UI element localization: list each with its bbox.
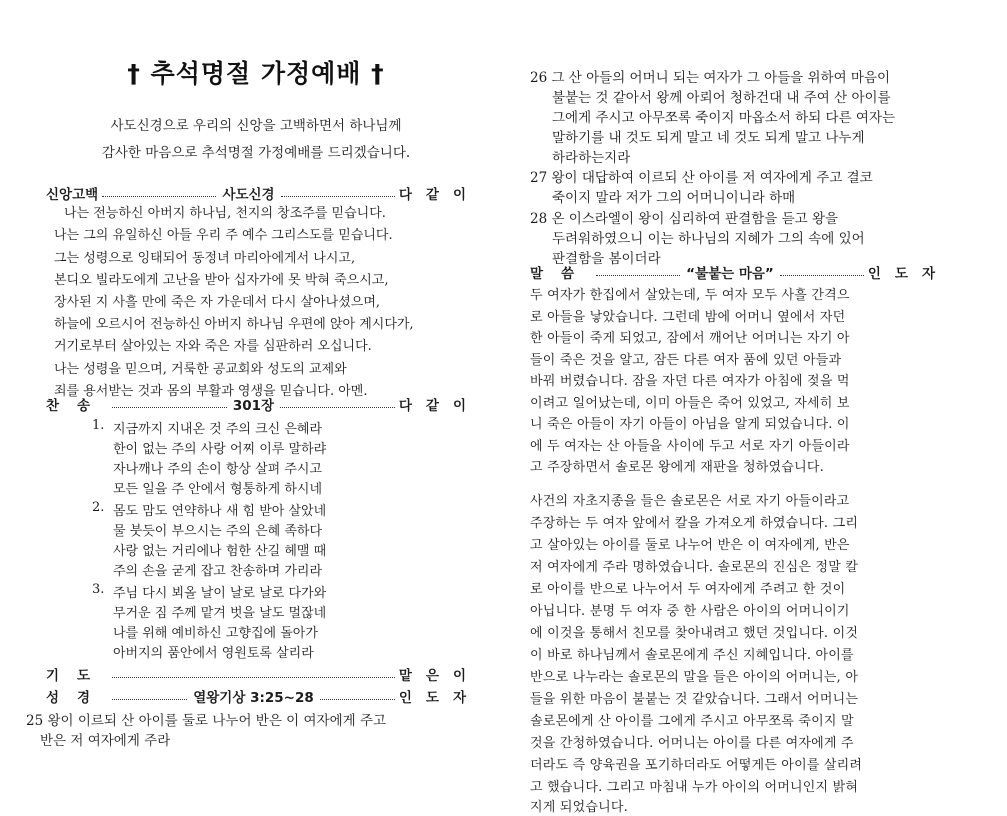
hymn-line: 아버지의 품안에서 영원토록 살리라 <box>113 646 314 661</box>
section-label: 신앙고백 <box>46 187 99 203</box>
hymn-line: 주님 다시 뵈올 날이 날로 날로 다가와 <box>113 586 327 601</box>
bible-verse-line: 25 왕이 이르되 산 아이를 둘로 나누어 반은 이 여자에게 주고 <box>26 713 387 729</box>
hymn-line: 무거운 짐 주께 맡겨 벗을 날도 멀잖네 <box>113 606 327 621</box>
leader-dots <box>102 195 216 197</box>
bible-verse-line: 그에게 주시고 아무쪼록 죽이지 마옵소서 하되 다른 여자는 <box>552 110 896 126</box>
sermon-line: 저 여자에게 주라 명하였습니다. 솔로몬의 진심은 정말 칼 <box>530 560 859 575</box>
creed-line: 장사된 지 사흘 만에 죽은 자 가운데서 다시 살아나셨으며, <box>54 295 381 310</box>
section-label: 찬송 <box>46 398 109 414</box>
creed-line: 나는 성령을 믿으며, 거룩한 공교회와 성도의 교제와 <box>54 362 347 377</box>
section-leader: 인도자 <box>867 266 949 282</box>
creed-line: 본디오 빌라도에게 고난을 받아 십자가에 못 박혀 죽으시고, <box>54 273 389 288</box>
sermon-line: 로 아이를 반으로 나누어서 두 여자에게 주려고 한 것이 <box>530 582 846 597</box>
hymn-line: 모든 일을 주 안에서 형통하게 하시네 <box>113 482 323 497</box>
sermon-line: 한 아들이 죽게 되었고, 잠에서 깨어난 어머니는 자기 아 <box>530 331 850 346</box>
hymn-line: 나를 위해 예비하신 고향집에 돌아가 <box>113 626 318 641</box>
creed-section-header <box>46 183 480 203</box>
section-label: 기도 <box>46 668 109 684</box>
leader-dots <box>112 676 395 678</box>
leader-dots <box>112 406 227 408</box>
leader-dots <box>596 274 680 276</box>
sermon-line: 솔로몬에게 산 아이를 그에게 주시고 아무쪼록 죽이지 말 <box>530 714 854 729</box>
leader-dots <box>320 698 395 700</box>
hymn-section-header <box>46 394 481 414</box>
bible-verse-line: 말하기를 내 것도 되게 말고 네 것도 되게 말고 나누게 <box>552 130 865 146</box>
sermon-line: 이려고 일어났는데, 이미 아들은 죽어 있었고, 자세히 보 <box>530 396 850 411</box>
section-title: 열왕기상 3:25~28 <box>193 690 314 706</box>
creed-line: 하늘에 오르시어 전능하신 아버지 하나님 우편에 앉아 계시다가, <box>54 317 414 332</box>
intro-line: 사도신경으로 우리의 신앙을 고백하면서 하나님께 <box>110 118 402 134</box>
section-label: 성경 <box>46 690 109 706</box>
hymn-line: 자나깨나 주의 손이 항상 살펴 주시고 <box>113 462 323 477</box>
sermon-line: 고 살아있는 아이를 둘로 나누어 반은 이 여자에게, 반은 <box>530 538 850 553</box>
sermon-line: 로 아들을 낳았습니다. 그런데 밤에 어머니 옆에서 자던 <box>530 310 846 325</box>
sermon-line: 들이 죽은 것을 알고, 잠든 다른 여자 품에 있던 아들과 <box>530 353 842 368</box>
bible-verse-line: 하라하는지라 <box>552 150 631 166</box>
sermon-section-header <box>530 262 949 282</box>
section-title: “불붙는 마음” <box>686 266 774 282</box>
bible-verse-line: 두려워하였으니 이는 하나님의 지혜가 그의 속에 있어 <box>552 231 865 247</box>
page-title: † 추석명절 가정예배 † <box>127 59 385 88</box>
creed-line: 나는 전능하신 아버지 하나님, 천지의 창조주를 믿습니다. <box>64 206 386 221</box>
sermon-line: 에 두 여자는 산 아들을 사이에 두고 서로 자기 아들이라 <box>530 439 850 454</box>
sermon-line: 지게 되었습니다. <box>530 800 628 815</box>
sermon-line: 아닙니다. 분명 두 여자 중 한 사람은 아이의 어머니이기 <box>530 604 850 619</box>
hymn-line: 지금까지 지내온 것 주의 크신 은혜라 <box>113 422 323 437</box>
sermon-line: 주장하는 두 여자 앞에서 칼을 가져오게 하였습니다. 그리 <box>530 516 859 531</box>
bible-verse-line: 26 그 산 아들의 어머니 되는 여자가 그 아들을 위하여 마음이 <box>530 70 891 86</box>
leader-dots <box>281 195 395 197</box>
leader-dots <box>112 698 187 700</box>
scripture-section-header <box>46 686 481 706</box>
sermon-line: 고 했습니다. 그리고 마침내 누가 아이의 어머니인지 밝혀 <box>530 780 859 795</box>
sermon-line: 반으로 나누라는 솔로몬의 말을 들은 아이의 어머니는, 아 <box>530 670 859 685</box>
hymn-line: 몸도 맘도 연약하나 새 힘 받아 살았네 <box>113 504 327 519</box>
hymn-line: 물 붓듯이 부으시는 주의 은혜 족하다 <box>113 524 323 539</box>
hymn-verse-number: 2. <box>92 500 105 515</box>
section-leader: 다같이 <box>398 398 481 414</box>
creed-line: 죄를 용서받는 것과 몸의 부활과 영생을 믿습니다. 아멘. <box>54 384 368 399</box>
section-leader: 다같이 <box>398 187 480 203</box>
creed-line: 거기로부터 살아있는 자와 죽은 자를 심판하러 오십니다. <box>54 339 372 354</box>
hymn-line: 주의 손을 굳게 잡고 찬송하며 가리라 <box>113 564 323 579</box>
sermon-line: 니 죽은 아들이 자기 아들이 아님을 알게 되었습니다. 이 <box>530 417 850 432</box>
hymn-verse-number: 1. <box>92 418 105 433</box>
section-label: 말씀 <box>530 266 593 282</box>
sermon-line: 더라도 즉 양육권을 포기하더라도 어떻게든 아이를 살리려 <box>530 758 863 773</box>
sermon-line: 사건의 자초지종을 들은 솔로몬은 서로 자기 아들이라고 <box>530 494 850 509</box>
bible-verse-line: 불붙는 것 같아서 왕께 아뢰어 청하건대 내 주여 산 아이를 <box>552 90 891 106</box>
sermon-line: 들을 위한 마음이 불붙는 것 같았습니다. 그래서 어머니는 <box>530 692 859 707</box>
creed-line: 그는 성령으로 잉태되어 동정녀 마리아에게서 나시고, <box>54 251 356 266</box>
leader-dots <box>280 406 395 408</box>
sermon-line: 두 여자가 한집에서 살았는데, 두 여자 모두 사흘 간격으 <box>530 288 850 303</box>
section-title: 301장 <box>232 398 275 414</box>
intro-line: 감사한 마음으로 추석명절 가정예배를 드리겠습니다. <box>101 145 411 161</box>
leader-dots <box>780 274 864 276</box>
bible-verse-line: 28 온 이스라엘이 왕이 심리하여 판결함을 듣고 왕을 <box>530 211 839 227</box>
hymn-line: 사랑 없는 거리에나 험한 산길 헤맬 때 <box>113 544 327 559</box>
section-title: 사도신경 <box>222 187 275 203</box>
sermon-line: 에 이것을 통해서 친모를 찾아내려고 했던 것입니다. 이것 <box>530 626 859 641</box>
section-leader: 인도자 <box>398 690 481 706</box>
creed-line: 나는 그의 유일하신 아들 우리 주 예수 그리스도를 믿습니다. <box>54 228 393 243</box>
sermon-line: 고 주장하면서 솔로몬 왕에게 재판을 청하였습니다. <box>530 460 824 475</box>
bible-verse-line: 판결함을 봄이더라 <box>552 251 661 267</box>
bible-verse-line: 죽이지 말라 저가 그의 어머니이니라 하매 <box>552 190 796 206</box>
sermon-line: 바꿔 버렸습니다. 잠을 자던 다른 여자가 아침에 젖을 먹 <box>530 374 850 389</box>
hymn-verse-number: 3. <box>92 582 105 597</box>
prayer-section-header <box>46 664 480 684</box>
section-leader: 맡은이 <box>398 668 480 684</box>
hymn-line: 한이 없는 주의 사랑 어찌 이루 말하랴 <box>113 442 327 457</box>
sermon-line: 것을 간청하였습니다. 어머니는 아이를 다른 여자에게 주 <box>530 736 854 751</box>
sermon-line: 이 바로 하나님께서 솔로몬에게 주신 지혜입니다. 아이를 <box>530 648 854 663</box>
bible-verse-line: 반은 저 여자에게 주라 <box>40 733 171 749</box>
bible-verse-line: 27 왕이 대답하여 이르되 산 아이를 저 여자에게 주고 결코 <box>530 170 873 186</box>
